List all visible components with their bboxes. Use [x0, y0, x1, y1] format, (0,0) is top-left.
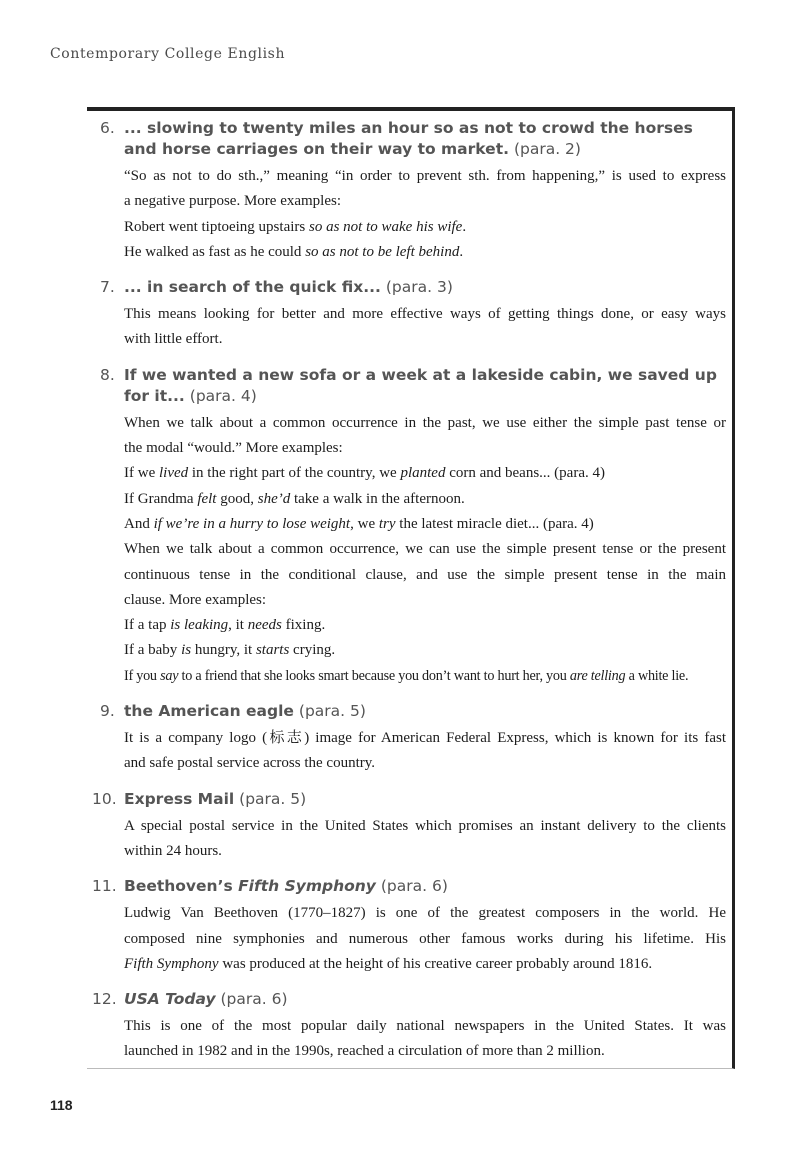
note-body — [92, 302, 726, 353]
body-line: a negative purpose. More examples: — [124, 193, 342, 210]
note-phrase: If we wanted a new sofa or a week at a lakeside cabin, we saved up for it... — [124, 365, 717, 405]
example-line: Robert went tiptoeing upstairs so as not to wake his wife. — [124, 218, 467, 235]
note-body — [92, 164, 726, 265]
note-8 — [92, 365, 726, 689]
example-line: If a tap is leaking, it needs fixing. — [124, 617, 326, 634]
note-body — [92, 1014, 726, 1065]
body-line: “So as not to do sth.,” meaning “in order to prevent sth. from happening,” is used to express — [124, 168, 726, 184]
note-number: 7. — [100, 278, 115, 297]
note-phrase: Beethoven’s Fifth Symphony — [124, 877, 376, 896]
body-line: clause. More examples: — [124, 591, 267, 608]
body-line: with little effort. — [124, 331, 223, 348]
example-line: If Grandma felt good, she’d take a walk in the afternoon. — [124, 490, 465, 507]
body-line: It is a company logo (标志) image for American Federal Express, which is known for its fast — [124, 730, 726, 747]
note-phrase: ... in search of the quick fix... — [124, 278, 381, 297]
note-10 — [92, 789, 726, 865]
note-11 — [92, 876, 726, 977]
example-line: If a baby is hungry, it starts crying. — [124, 642, 336, 659]
note-number: 12. — [92, 990, 117, 1009]
note-phrase: the American eagle — [124, 702, 294, 721]
body-line: When we talk about a common occurrence, we can use the simple present tense or the present — [124, 541, 726, 558]
note-number: 6. — [100, 119, 115, 137]
note-heading — [92, 876, 726, 897]
body-line: and safe postal service across the country. — [124, 755, 376, 772]
body-line: A special postal service in the United States which promises an instant delivery to the clients — [124, 817, 726, 834]
note-body — [92, 901, 726, 977]
note-heading — [92, 701, 726, 722]
running-head: Contemporary College English — [50, 46, 286, 62]
note-heading — [92, 118, 726, 160]
body-line: the modal “would.” More examples: — [124, 440, 343, 457]
body-line: When we talk about a common occurrence in the past, we use either the simple past tense or — [124, 414, 726, 431]
note-number: 10. — [92, 789, 117, 808]
note-ref: (para. 5) — [239, 789, 307, 808]
note-number: 9. — [100, 702, 115, 721]
note-6 — [92, 118, 726, 265]
note-phrase: ... slowing to twenty miles an hour so as not to crowd the horses and horse carriages on their way to market. — [124, 119, 693, 158]
note-phrase: Express Mail — [124, 789, 235, 808]
note-heading — [92, 365, 726, 407]
note-phrase: USA Today — [124, 990, 216, 1009]
body-line: continuous tense in the conditional clause, and use the simple present tense in the main — [124, 566, 726, 583]
example-line: And if we’re in a hurry to lose weight, we try the latest miracle diet... (para. 4) — [124, 515, 594, 532]
note-ref: (para. 6) — [220, 990, 288, 1009]
note-12 — [92, 989, 726, 1065]
page-number: 118 — [50, 1097, 73, 1113]
body-line: This is one of the most popular daily national newspapers in the United States. It was — [124, 1018, 726, 1035]
notes-list — [92, 118, 726, 1077]
note-number: 8. — [100, 365, 115, 384]
note-body — [92, 814, 726, 865]
note-number: 11. — [92, 877, 117, 896]
note-ref: (para. 5) — [298, 702, 366, 721]
example-line: He walked as fast as he could so as not to be left behind. — [124, 243, 464, 260]
example-line: If we lived in the right part of the country, we planted corn and beans... (para. 4) — [124, 465, 605, 482]
note-9 — [92, 701, 726, 777]
note-ref: (para. 4) — [189, 386, 257, 405]
body-line: composed nine symphonies and numerous other famous works during his lifetime. His — [124, 930, 726, 947]
note-heading — [92, 789, 726, 810]
body-line: Ludwig Van Beethoven (1770–1827) is one of the greatest composers in the world. He — [124, 905, 726, 922]
body-line: within 24 hours. — [124, 842, 222, 859]
example-line: If you say to a friend that she looks smart because you don’t want to hurt her, you are telling a white lie. — [124, 667, 689, 684]
note-ref: (para. 2) — [513, 140, 581, 158]
note-heading — [92, 277, 726, 298]
note-body — [92, 411, 726, 689]
note-body — [92, 726, 726, 777]
body-line: This means looking for better and more effective ways of getting things done, or easy ways — [124, 306, 726, 323]
body-line: launched in 1982 and in the 1990s, reached a circulation of more than 2 million. — [124, 1043, 605, 1060]
note-ref: (para. 6) — [380, 877, 448, 896]
note-ref: (para. 3) — [385, 278, 453, 297]
note-heading — [92, 989, 726, 1010]
note-7 — [92, 277, 726, 353]
body-line: Fifth Symphony was produced at the height of his creative career probably around 1816. — [124, 955, 653, 972]
